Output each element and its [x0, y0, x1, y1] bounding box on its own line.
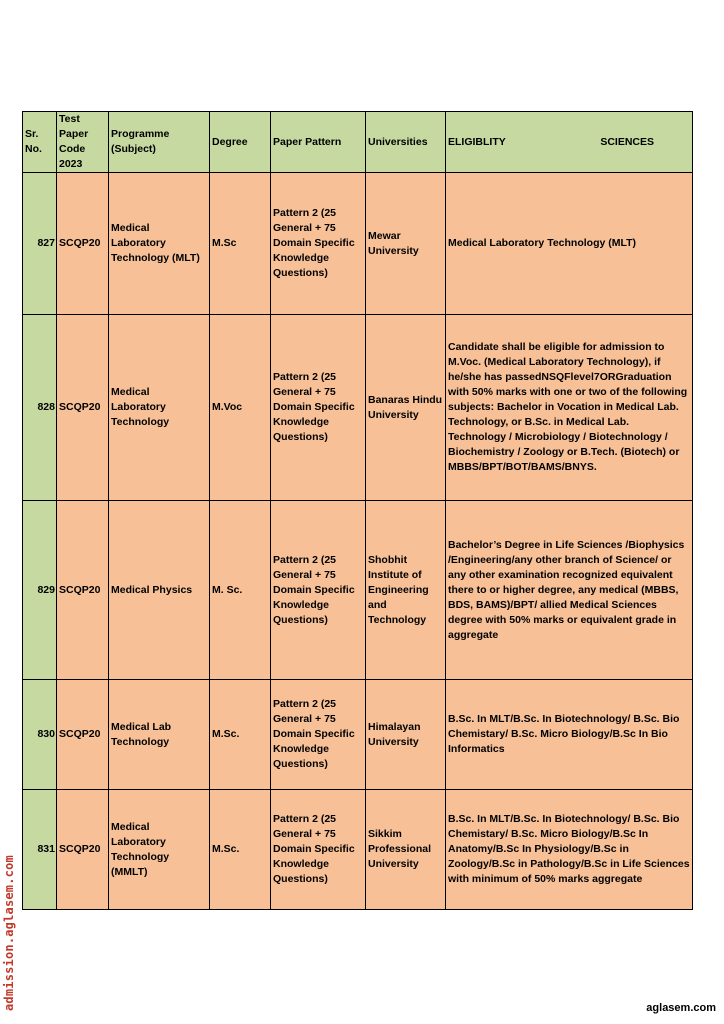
table-row	[23, 173, 693, 315]
cell-programme: Medical Laboratory Technology	[109, 315, 210, 501]
cell-paper-pattern: Pattern 2 (25 General + 75 Domain Specific Knowledge Questions)	[271, 501, 366, 680]
cell-university: Himalayan University	[366, 680, 446, 790]
header-eligibility-label: ELIGIBLITY	[448, 135, 506, 148]
cell-eligibility: Candidate shall be eligible for admission to M.Voc. (Medical Laboratory Technology), if he/she has passedNSQFlevel7ORGraduation with 50% marks with one or two of the following subjects: Bachelor in Vocation in Medical Lab. Technology, or B.Sc. in Medical Lab. Technology / Microbiology / Biotechnology / Biochemistry / Zoology or B.Tech. (Biotech) or MBBS/BPT/BOT/BAMS/BNYS.	[446, 315, 693, 501]
cell-test-paper-code: SCQP20	[57, 315, 109, 501]
cell-paper-pattern: Pattern 2 (25 General + 75 Domain Specific Knowledge Questions)	[271, 173, 366, 315]
table-row	[23, 680, 693, 790]
cell-test-paper-code: SCQP20	[57, 680, 109, 790]
cell-eligibility: Medical Laboratory Technology (MLT)	[446, 173, 693, 315]
cell-programme: Medical Physics	[109, 501, 210, 680]
cell-sr-no: 829	[23, 501, 57, 680]
cell-eligibility: B.Sc. In MLT/B.Sc. In Biotechnology/ B.Sc. Bio Chemistary/ B.Sc. Micro Biology/B.Sc In Bio Informatics	[446, 680, 693, 790]
cell-degree: M.Sc	[210, 173, 271, 315]
cell-university: Shobhit Institute of Engineering and Technology	[366, 501, 446, 680]
cell-paper-pattern: Pattern 2 (25 General + 75 Domain Specific Knowledge Questions)	[271, 790, 366, 910]
cell-degree: M.Sc.	[210, 680, 271, 790]
cell-programme: Medical Laboratory Technology (MMLT)	[109, 790, 210, 910]
table-row	[23, 315, 693, 501]
cell-university: Mewar University	[366, 173, 446, 315]
cell-sr-no: 827	[23, 173, 57, 315]
table-row	[23, 501, 693, 680]
cell-university: Sikkim Professional University	[366, 790, 446, 910]
cell-test-paper-code: SCQP20	[57, 173, 109, 315]
cell-programme: Medical Lab Technology	[109, 680, 210, 790]
header-sr-no: Sr. No.	[23, 112, 57, 173]
header-row	[23, 112, 693, 173]
cell-degree: M. Sc.	[210, 501, 271, 680]
table-row	[23, 790, 693, 910]
cell-degree: M.Voc	[210, 315, 271, 501]
header-universities: Universities	[366, 112, 446, 173]
header-paper-pattern: Paper Pattern	[271, 112, 366, 173]
header-programme: Programme (Subject)	[109, 112, 210, 173]
header-degree: Degree	[210, 112, 271, 173]
cell-eligibility: B.Sc. In MLT/B.Sc. In Biotechnology/ B.Sc. Bio Chemistary/ B.Sc. Micro Biology/B.Sc In Anatomy/B.Sc In Physiology/B.Sc in Zoology/B.Sc in Pathology/B.Sc in Life Sciences with minimum of 50% marks aggregate	[446, 790, 693, 910]
cell-eligibility: Bachelor’s Degree in Life Sciences /Biophysics /Engineering/any other branch of Science/ or any other examination recognized equivalent there to or higher degree, any medical (MBBS, BDS, BAMS)/BPT/ allied Medical Sciences degree with 50% marks or equivalent grade in aggregate	[446, 501, 693, 680]
cell-sr-no: 831	[23, 790, 57, 910]
eligibility-table	[22, 111, 693, 910]
cell-university: Banaras Hindu University	[366, 315, 446, 501]
header-eligibility	[446, 112, 693, 173]
cell-sr-no: 828	[23, 315, 57, 501]
cell-programme: Medical Laboratory Technology (MLT)	[109, 173, 210, 315]
cell-paper-pattern: Pattern 2 (25 General + 75 Domain Specific Knowledge Questions)	[271, 315, 366, 501]
site-watermark: admission.aglasem.com	[2, 855, 16, 1011]
header-test-paper-code: Test Paper Code 2023	[57, 112, 109, 173]
cell-paper-pattern: Pattern 2 (25 General + 75 Domain Specific Knowledge Questions)	[271, 680, 366, 790]
footer-brand: aglasem.com	[646, 1002, 716, 1014]
cell-sr-no: 830	[23, 680, 57, 790]
cell-test-paper-code: SCQP20	[57, 790, 109, 910]
cell-test-paper-code: SCQP20	[57, 501, 109, 680]
cell-degree: M.Sc.	[210, 790, 271, 910]
header-stream-label: SCIENCES	[600, 135, 654, 148]
